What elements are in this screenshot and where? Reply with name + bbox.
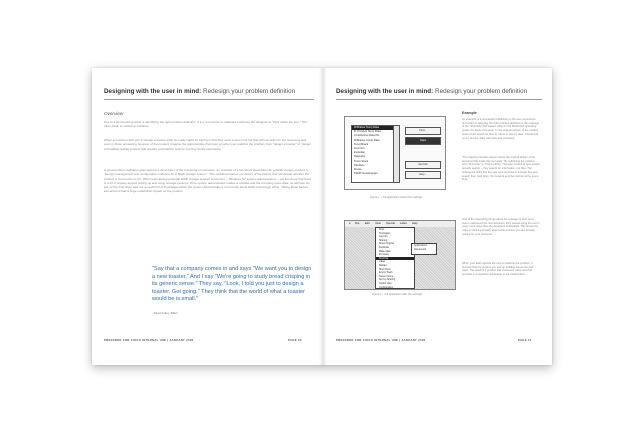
menu-title: View (375, 222, 381, 225)
menu-item: Show Original (379, 242, 394, 246)
pull-quote: "Say that a company comes in and says "We want you to design a new toaster." And I say "We're going to study bread crisping in its generic sense." They say, "Look, I told you just to design a toaster. Get going." They think that the world of what a toaster would be is small." (152, 266, 312, 303)
apple-menu-icon: ● (349, 222, 351, 225)
menu-item: Restart (379, 263, 387, 267)
submenu-item: Documents (414, 248, 427, 251)
quote-attribution: - David Kelley, IDEO (152, 311, 178, 315)
list-item: Incorrect (354, 146, 365, 150)
right-page (322, 68, 552, 365)
menu-item: Recent Items (379, 274, 394, 278)
list-item: TempShack (354, 142, 369, 146)
right-paragraph-1: An example of a successful redefinition is the user experience and action in adopting the right problem definition is the redesign of the "Sherlock" find feature utility for the Macintosh operating system by Apple Computer. In the original version of the product, users could search for files by name or size by date, criteria and so on, but the utility was slow and confusing. (462, 118, 539, 140)
left-page-heading (104, 88, 295, 95)
list-item: TEMP Grasshopper (354, 172, 378, 176)
list-item: Ch Ethernet Data Pkt (354, 134, 380, 138)
menu-title: Help (412, 222, 418, 225)
example-heading: Example (462, 111, 477, 115)
menu-item: Put Away (379, 253, 389, 257)
left-subhead: Overview (104, 111, 124, 116)
menu-item: Label (379, 260, 385, 264)
menu-item: Empty Trash (379, 271, 393, 275)
left-heading-bold: Designing with the user in mind: (104, 88, 202, 95)
menu-item: Switch User (379, 281, 392, 285)
right-footer: PREPARED FOR CISCO INTERNAL USE | JANUARY 2000 (336, 338, 426, 342)
list-item: Temp Stock (354, 159, 369, 163)
menu-item: Set Up Sharing (379, 278, 396, 282)
document-spread (92, 68, 552, 365)
list-item: Evolution (354, 151, 366, 155)
menu-item: Shut Down (379, 267, 391, 271)
left-paragraph-1: Key to a successful product is identifying the right problem definition. If it is too narrow or awkward it will lose the designer to "think within the box." This often leads to mediocre solutions. (104, 120, 308, 129)
right-paragraph-2: "The drawing interface above shows the original design of the functions that made this tool work." By redefining the problem from "find a file" to "find anything," the team looked at how people actually search -- they search for information, not files. The redesigned utility lets the user type anything in a single box and search their hard drive, the network and the Internet at the same time. (462, 156, 540, 182)
right-heading-bold: Designing with the user in mind: (336, 88, 434, 95)
menu-item: Find Again (379, 231, 391, 235)
left-page (92, 68, 322, 365)
menu-item: Make Alias (379, 249, 391, 253)
submenu-item: Applications (414, 244, 427, 247)
list-item: Paintbox (354, 163, 365, 167)
menu-item-selected: Find File (376, 257, 414, 261)
list-scrollbar (393, 125, 400, 183)
menu-item: Duplicate (379, 245, 389, 249)
figure-1-screenshot (344, 116, 446, 190)
figure-2-screenshot (344, 220, 456, 290)
left-footer: PREPARED FOR CISCO INTERNAL USE | JANUARY 2000 (104, 338, 194, 342)
list-item: RISNews Temp Data (352, 126, 394, 130)
find-button: Find... (405, 127, 441, 135)
menu-item: Configuration (379, 285, 394, 289)
menu-item: Get Info (379, 235, 388, 239)
menu-title: Edit (365, 222, 370, 225)
help-button: Help... (405, 171, 441, 179)
right-paragraph-3: One of the interesting things about the redesign is that, once users understood the new definition, they started using the tool in many more ways than the designers anticipated. This shows the value of thinking broadly about what problem you are actually solving for your customer. (462, 218, 540, 236)
right-heading-rule (336, 99, 542, 100)
get-info-button: Get Info (405, 161, 441, 169)
right-heading-rest: Redesign your problem definition (433, 88, 528, 95)
list-item: Networks (354, 155, 366, 159)
left-paragraph-3: A good problem definition goes beyond a description of the functional components. An example of a functional description for a RAID storage product is "Design management and configuration software for a RAID storage system." This redefined names our theory of the factors that will decide whether the product is successful or not. When interviewing potential RAID storage product customers -- Windows NT system administrators -- we found out that there is a lot of anxiety around setting up and using storage systems. If the system administrator makes a mistake and the company loses data, he will lose his job. At the time there was not an awful lot of knowledge within the system administrator's community about RAID technology either. Taking these factors into account had a huge redefinition impact on the product. (104, 168, 312, 194)
dropdown-menu (375, 227, 415, 289)
list-item: RISNews Comp Data (354, 138, 380, 142)
figure-1-caption: Figure 1 -- the application before the redesign (370, 196, 423, 199)
menu-item: Sharing... (379, 238, 390, 242)
right-paragraph-4: When your team spends the time to redefine the problem, it ensures that the product you end up building solves the real need. The result is a product that customers value and that provides a competitive advantage in the marketplace. (462, 262, 534, 277)
figure-2-caption: Figure 2 -- the application after the redesign (372, 293, 423, 296)
left-paragraph-2: When a customer tells you to design a toaster what he really might be saying is that they need a nice crust but that will constrain for the taxonomy and even in these answering because of the product. Imagine the opportunities that open up when you redefine the problem from "design a toaster" to "design a breakfast related product that creates a wonderful, texture morning family experience." (104, 138, 312, 151)
open-button: Open (405, 137, 441, 145)
list-item: Flores (354, 167, 362, 171)
right-page-number: PAGE 21 (518, 338, 532, 342)
file-list (351, 125, 395, 183)
right-page-heading (336, 88, 527, 95)
menu-title: Label (400, 222, 407, 225)
left-page-number: PAGE 20 (288, 338, 302, 342)
left-heading-rule (104, 99, 314, 100)
menu-title: Special (386, 222, 395, 225)
menu-title: File (355, 222, 360, 225)
list-item: R: ProVent Temp Data (354, 130, 381, 134)
menu-item: Find... (379, 228, 386, 231)
submenu (411, 243, 437, 255)
left-heading-rest: Redesign your problem definition (201, 88, 296, 95)
